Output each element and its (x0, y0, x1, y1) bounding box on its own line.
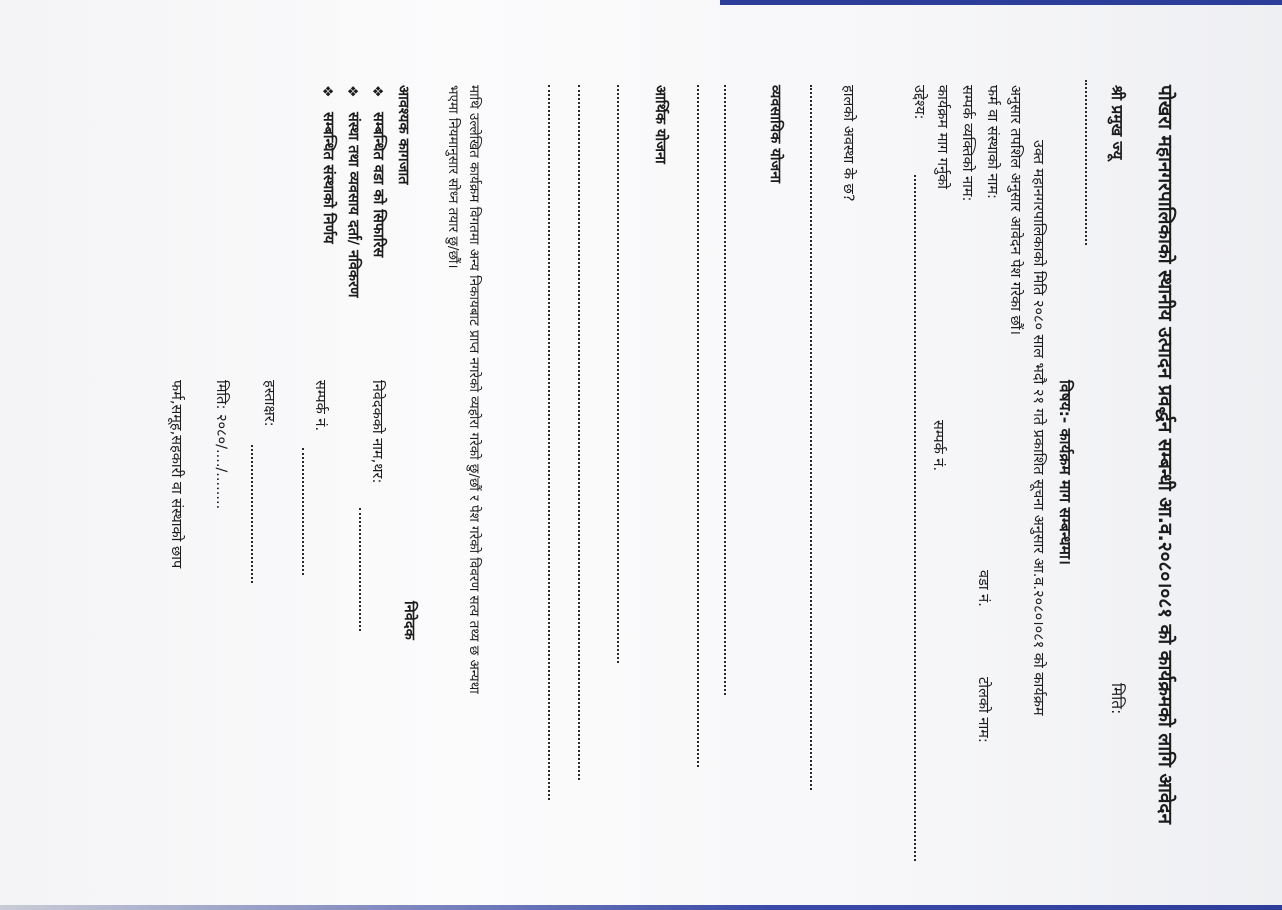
extra-dotted-line-1 (578, 85, 580, 780)
date-label: मिति: (1108, 683, 1126, 715)
declaration-line-2: भएमा नियमानुसार सोध्न तयार छु/छौं। (445, 85, 461, 269)
applicant-contact: सम्पर्क नं. (312, 380, 328, 432)
field-program-demand: कार्यक्रम माग गर्नुको (934, 85, 950, 190)
intro-line-1: उक्त महानगरपालिकाको मिति २०८० साल भदौ २१ गते प्रकाशित सूचना अनुसार आ.व.२०८०।०८१ को कार्यक्रम (1030, 140, 1046, 716)
applicant-name-address: निवेदकको नाम,थर: (369, 380, 385, 484)
subject-line: विषय:- कार्यक्रम माग सम्बन्धमा। (1056, 380, 1074, 565)
field-org-name: फर्म वा संस्थाको नाम: (984, 85, 1000, 199)
form-title: पोखरा महानगरपालिकाको स्थानीय उत्पादन प्रवर्द्धन सम्बन्धी आ.व.२०८०।०८१ को कार्यक्रमको लागि आवेदन (1154, 85, 1176, 825)
doc-item: संस्था तथा व्यवसाय दर्ता/ नविकरण (345, 112, 361, 298)
field-purpose: उद्देश्य: (911, 85, 927, 120)
field-ward-no: वडा नं. (975, 570, 991, 607)
signature-dotted-line (251, 445, 253, 583)
field-contact-no: सम्पर्क नं. (930, 420, 946, 472)
extra-dotted-line-2 (548, 85, 550, 800)
contact-dotted-line (302, 448, 304, 575)
business-plan-dotted-line-2 (697, 85, 699, 767)
intro-line-2: अनुसार तपशिल अनुसार आवेदन पेश गरेका छौं। (1007, 85, 1023, 335)
addressee-dotted-line (1085, 80, 1087, 245)
docs-heading: आवश्यक कागजात (395, 85, 411, 185)
financial-plan-dotted-line (617, 85, 619, 663)
doc-item: सम्बन्धित संस्थाको निर्णय (320, 112, 336, 244)
field-financial-plan: आर्थिक योजना (652, 85, 668, 164)
applicant-date: मिति: २०८०/..../........ (213, 380, 229, 510)
declaration-line-1: माथि उल्लेखित कार्यक्रम विगतमा अन्य निकायबाट प्राप्त नगरेको व्यहोरा गरेको छु/छौं र पेश गरेको विवरण सत्य तथ्य छ अन्यथा (466, 85, 482, 694)
name-dotted-line (359, 508, 361, 631)
diamond-bullet-icon: ❖ (369, 85, 385, 98)
field-contact-person: सम्पर्क व्यक्तिको नाम: (959, 85, 975, 202)
status-dotted-line (810, 85, 812, 790)
diamond-bullet-icon: ❖ (344, 85, 360, 98)
diamond-bullet-icon: ❖ (319, 85, 335, 98)
field-current-status: हालको अवस्था के छ? (840, 85, 856, 202)
field-tole-name: टोलको नाम: (975, 677, 991, 743)
addressee: श्री प्रमुख ज्यू (1108, 85, 1126, 160)
applicant-signature: हस्ताक्षर: (261, 380, 277, 427)
doc-item: सम्बन्धित वडा को सिफारिस (370, 112, 386, 258)
applicant-heading: निवेदक (401, 601, 417, 640)
business-plan-dotted-line-1 (724, 85, 726, 695)
field-business-plan: व्यवसायिक योजना (767, 85, 783, 184)
purpose-dotted-line (914, 175, 916, 861)
applicant-seal: फर्म,समूह,सहकारी वा संस्थाको छाप (168, 380, 184, 569)
